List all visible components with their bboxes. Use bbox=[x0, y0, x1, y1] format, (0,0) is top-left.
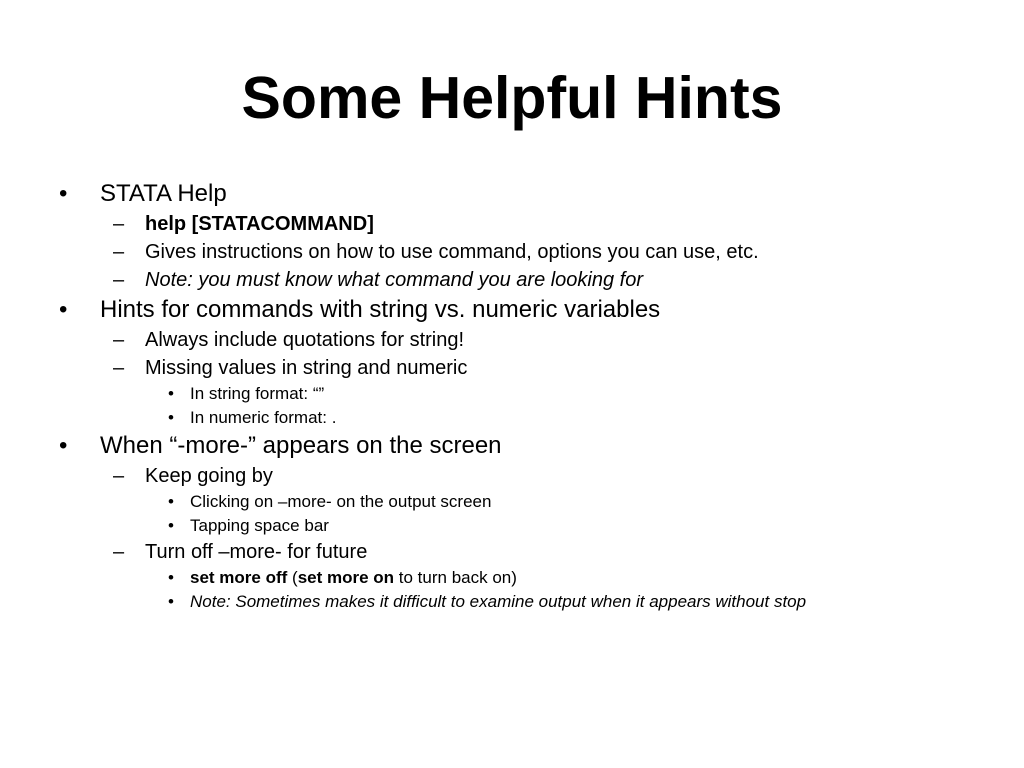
sub-sub-item-text bbox=[190, 566, 517, 590]
sub-sub-item-text: Tapping space bar bbox=[190, 516, 329, 535]
small-bullet-marker: • bbox=[168, 592, 174, 611]
bullet-marker: • bbox=[59, 432, 68, 459]
sub-sub-item bbox=[0, 490, 1024, 514]
sub-item-text: Gives instructions on how to use command, options you can use, etc. bbox=[145, 241, 759, 263]
slide-title: Some Helpful Hints bbox=[241, 65, 783, 131]
dash-marker: – bbox=[113, 269, 125, 291]
sub-item-text: Keep going by bbox=[145, 465, 273, 487]
command-set-more-off: set more off bbox=[190, 568, 288, 587]
bullet-marker: • bbox=[59, 296, 68, 323]
bullet-item bbox=[0, 178, 1024, 210]
command-set-more-on: set more on bbox=[297, 568, 395, 587]
small-bullet-marker: • bbox=[168, 492, 174, 511]
dash-marker: – bbox=[113, 541, 125, 563]
small-bullet-marker: • bbox=[168, 568, 174, 587]
dash-marker: – bbox=[113, 241, 125, 263]
sub-item-text: Missing values in string and numeric bbox=[145, 357, 468, 379]
small-bullet-marker: • bbox=[168, 408, 174, 427]
dash-marker: – bbox=[113, 465, 125, 487]
sub-item-text: help [STATACOMMAND] bbox=[145, 213, 374, 235]
sub-item bbox=[0, 354, 1024, 382]
sub-item bbox=[0, 538, 1024, 566]
sub-item bbox=[0, 462, 1024, 490]
text-segment: ( bbox=[287, 568, 298, 587]
sub-item bbox=[0, 238, 1024, 266]
bullet-text: STATA Help bbox=[100, 180, 227, 207]
dash-marker: – bbox=[113, 329, 125, 351]
bullet-item bbox=[0, 294, 1024, 326]
bullet-text: Hints for commands with string vs. numeric variables bbox=[100, 296, 661, 323]
small-bullet-marker: • bbox=[168, 516, 174, 535]
sub-sub-item-text: Clicking on –more- on the output screen bbox=[190, 492, 492, 511]
sub-sub-item-text: Note: Sometimes makes it difficult to examine output when it appears without stop bbox=[190, 592, 807, 611]
bullet-marker: • bbox=[59, 180, 68, 207]
sub-sub-item-text: In string format: “” bbox=[190, 384, 325, 403]
sub-item-text: Note: you must know what command you are looking for bbox=[145, 269, 644, 291]
sub-item bbox=[0, 210, 1024, 238]
sub-item bbox=[0, 266, 1024, 294]
sub-sub-item bbox=[0, 382, 1024, 406]
text-segment: to turn back on) bbox=[394, 568, 517, 587]
dash-marker: – bbox=[113, 213, 125, 235]
sub-sub-item bbox=[0, 514, 1024, 538]
bullet-text: When “-more-” appears on the screen bbox=[100, 432, 502, 459]
sub-sub-item bbox=[0, 590, 1024, 614]
bullet-item bbox=[0, 430, 1024, 462]
bullet-list bbox=[0, 178, 1024, 614]
sub-sub-item-text: In numeric format: . bbox=[190, 408, 337, 427]
sub-item-text: Turn off –more- for future bbox=[145, 541, 368, 563]
sub-sub-item bbox=[0, 566, 1024, 590]
small-bullet-marker: • bbox=[168, 384, 174, 403]
sub-item-text: Always include quotations for string! bbox=[145, 329, 465, 351]
sub-item bbox=[0, 326, 1024, 354]
sub-sub-item bbox=[0, 406, 1024, 430]
dash-marker: – bbox=[113, 357, 125, 379]
